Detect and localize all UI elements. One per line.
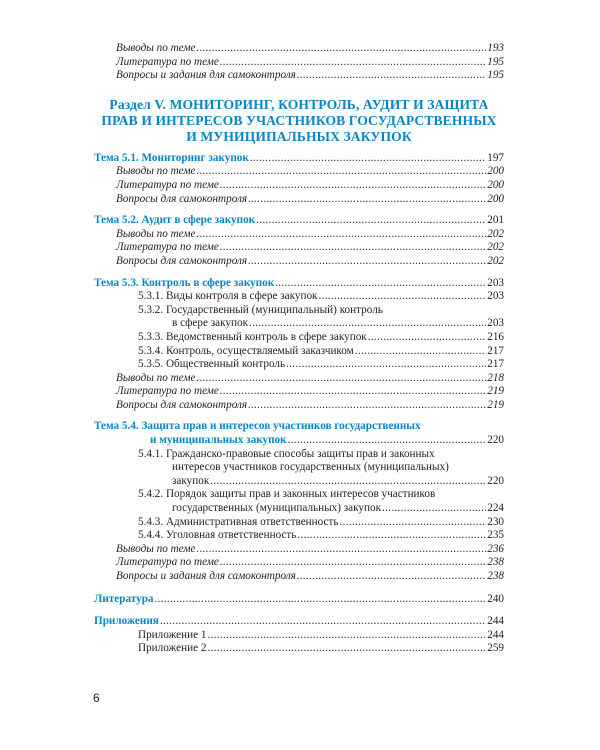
- entry-label: интересов участников государственных (муниципальных): [172, 461, 449, 474]
- entry-page: 200: [487, 165, 504, 178]
- toc-entry-conclusions[interactable]: [94, 228, 504, 242]
- leader-dots: [207, 642, 486, 656]
- leader-dots: [220, 56, 486, 70]
- entry-page: 259: [487, 642, 504, 655]
- leader-dots: [368, 331, 486, 345]
- toc-subsection-5-4-3[interactable]: [94, 516, 504, 530]
- entry-page: 203: [487, 276, 504, 289]
- leader-dots: [196, 543, 486, 557]
- entry-page: 244: [487, 628, 504, 641]
- entry-page: 220: [487, 474, 504, 487]
- leader-dots: [297, 69, 486, 83]
- entry-page: 203: [487, 317, 504, 330]
- leader-dots: [256, 214, 486, 228]
- entry-page: 238: [487, 556, 504, 569]
- leader-dots: [297, 570, 486, 584]
- entry-label: 5.4.4. Уголовная ответственность: [138, 529, 297, 542]
- toc-entry-conclusions[interactable]: [94, 372, 504, 386]
- leader-dots: [275, 277, 486, 291]
- toc-topic-5-3[interactable]: [94, 277, 504, 291]
- entry-label: Вопросы для самоконтроля: [116, 192, 248, 205]
- toc-subsection-5-3-5[interactable]: [94, 358, 504, 372]
- entry-label: Вопросы для самоконтроля: [116, 398, 248, 411]
- entry-page: 202: [487, 254, 504, 267]
- toc-topic-5-4[interactable]: [94, 420, 504, 447]
- leader-dots: [220, 385, 486, 399]
- leader-dots: [196, 165, 486, 179]
- entry-label: Приложение 1: [138, 628, 207, 641]
- leader-dots: [207, 629, 486, 643]
- toc-subsection-5-3-2[interactable]: [94, 304, 504, 331]
- entry-label: Литература по теме: [116, 556, 219, 569]
- topic-title: Тема 5.2. Аудит в сфере закупок: [94, 214, 256, 227]
- leader-dots: [297, 529, 486, 543]
- entry-label: 5.4.3. Административная ответственность: [138, 515, 339, 528]
- leader-dots: [248, 399, 486, 413]
- toc-entry-questions[interactable]: [94, 399, 504, 413]
- entry-label: Литература по теме: [116, 178, 219, 191]
- entry-label: в сфере закупок: [172, 317, 249, 330]
- toc-entry-literature[interactable]: [94, 179, 504, 193]
- toc-entry-conclusions[interactable]: [94, 165, 504, 179]
- entry-page: 244: [487, 615, 504, 628]
- entry-page: 216: [487, 330, 504, 343]
- leader-dots: [196, 42, 486, 56]
- entry-label: Выводы по теме: [116, 542, 196, 555]
- entry-label: Литература по теме: [116, 385, 219, 398]
- entry-label: 5.4.1. Гражданско-правовые способы защиты прав и законных: [138, 447, 435, 460]
- section-heading-line: Раздел V. МОНИТОРИНГ, КОНТРОЛЬ, АУДИТ И ЗАЩИТА: [109, 96, 489, 112]
- entry-label: 5.3.1. Виды контроля в сфере закупок: [138, 290, 318, 303]
- entry-label: Выводы по теме: [116, 227, 196, 240]
- toc-appendix-1[interactable]: [94, 629, 504, 643]
- toc-entry-literature[interactable]: [94, 385, 504, 399]
- page-number: 6: [93, 691, 100, 705]
- entry-label: 5.3.2. Государственный (муниципальный) контроль: [138, 303, 383, 316]
- leader-dots: [249, 317, 486, 331]
- toc-literature[interactable]: [94, 593, 504, 607]
- leader-dots: [382, 502, 486, 516]
- toc-subsection-5-3-4[interactable]: [94, 345, 504, 359]
- leader-dots: [250, 152, 486, 166]
- entry-label: Вопросы и задания для самоконтроля: [116, 69, 296, 82]
- toc-entry-questions[interactable]: [94, 570, 504, 584]
- entry-label: Приложение 2: [138, 642, 207, 655]
- toc-subsection-5-4-4[interactable]: [94, 529, 504, 543]
- entry-page: 218: [487, 371, 504, 384]
- entry-page: 200: [487, 192, 504, 205]
- leader-dots: [220, 179, 486, 193]
- toc-entry-literature[interactable]: [94, 241, 504, 255]
- leader-dots: [155, 593, 487, 607]
- leader-dots: [248, 255, 486, 269]
- leader-dots: [160, 615, 486, 629]
- toc-subsection-5-4-2[interactable]: [94, 488, 504, 515]
- entry-page: 217: [487, 358, 504, 371]
- entry-label: Вопросы и задания для самоконтроля: [116, 570, 296, 582]
- entry-page: 240: [487, 592, 504, 605]
- toc-subsection-5-4-1[interactable]: [94, 448, 504, 489]
- toc-entry-questions[interactable]: [94, 69, 504, 83]
- entry-page: 238: [487, 570, 504, 582]
- leader-dots: [196, 228, 486, 242]
- entry-page: 219: [487, 385, 504, 398]
- toc-topic-5-2[interactable]: [94, 214, 504, 228]
- entry-page: 197: [487, 151, 504, 164]
- toc-appendices[interactable]: [94, 615, 504, 629]
- toc-topic-5-1[interactable]: [94, 152, 504, 166]
- entry-page: 219: [487, 398, 504, 411]
- entry-page: 202: [487, 241, 504, 254]
- entry-label: 5.4.2. Порядок защиты прав и законных интересов участников: [138, 488, 436, 501]
- entry-label: 5.3.5. Общественный контроль: [138, 358, 286, 371]
- toc-entry-questions[interactable]: [94, 193, 504, 207]
- entry-page: 200: [487, 178, 504, 191]
- section-heading-line: ПРАВ И ИНТЕРЕСОВ УЧАСТНИКОВ ГОСУДАРСТВЕННЫХ: [101, 112, 497, 128]
- entry-label: 5.3.4. Контроль, осуществляемый заказчиком: [138, 344, 354, 357]
- entry-label: Литература по теме: [116, 55, 219, 68]
- topic-title: Тема 5.1. Мониторинг закупок: [94, 151, 249, 164]
- entry-label: Выводы по теме: [116, 371, 196, 384]
- toc-entry-conclusions[interactable]: [94, 543, 504, 557]
- leader-dots: [319, 290, 487, 304]
- leader-dots: [286, 358, 486, 372]
- topic-title: Тема 5.4. Защита прав и интересов участников государственных: [94, 420, 421, 433]
- entry-page: 201: [487, 214, 504, 227]
- entry-page: 203: [487, 290, 504, 303]
- entry-page: 220: [487, 434, 504, 447]
- entry-page: 230: [487, 515, 504, 528]
- entry-label: Выводы по теме: [116, 42, 196, 54]
- leader-dots: [248, 193, 486, 207]
- leader-dots: [220, 556, 486, 570]
- leader-dots: [355, 345, 486, 359]
- topic-title: Тема 5.3. Контроль в сфере закупок: [94, 276, 275, 289]
- toc-entry-literature[interactable]: [94, 56, 504, 70]
- toc-entry-questions[interactable]: [94, 255, 504, 269]
- entry-page: 235: [487, 529, 504, 542]
- topic-title: Литература: [94, 592, 154, 605]
- topic-title: и муниципальных закупок: [150, 434, 287, 447]
- entry-label: Выводы по теме: [116, 165, 196, 178]
- entry-label: Литература по теме: [116, 241, 219, 254]
- section-heading: [94, 97, 504, 145]
- toc-entry-conclusions[interactable]: [94, 42, 504, 56]
- table-of-contents: [94, 42, 504, 656]
- leader-dots: [288, 434, 487, 448]
- leader-dots: [196, 372, 486, 386]
- entry-page: 195: [487, 69, 504, 82]
- entry-label: 5.3.3. Ведомственный контроль в сфере закупок: [138, 330, 367, 343]
- toc-subsection-5-3-1[interactable]: [94, 290, 504, 304]
- entry-page: 217: [487, 344, 504, 357]
- entry-label: закупок: [172, 474, 210, 487]
- toc-entry-literature[interactable]: [94, 556, 504, 570]
- leader-dots: [339, 516, 486, 530]
- entry-page: 193: [487, 42, 504, 54]
- entry-page: 236: [487, 542, 504, 555]
- entry-page: 202: [487, 227, 504, 240]
- leader-dots: [210, 475, 486, 489]
- topic-title: Приложения: [94, 615, 159, 628]
- entry-page: 224: [487, 502, 504, 515]
- leader-dots: [220, 241, 486, 255]
- section-heading-line: И МУНИЦИПАЛЬНЫХ ЗАКУПОК: [186, 128, 412, 144]
- entry-label: государственных (муниципальных) закупок: [172, 502, 382, 515]
- toc-subsection-5-3-3[interactable]: [94, 331, 504, 345]
- toc-appendix-2[interactable]: [94, 642, 504, 656]
- entry-label: Вопросы для самоконтроля: [116, 254, 248, 267]
- entry-page: 195: [487, 55, 504, 68]
